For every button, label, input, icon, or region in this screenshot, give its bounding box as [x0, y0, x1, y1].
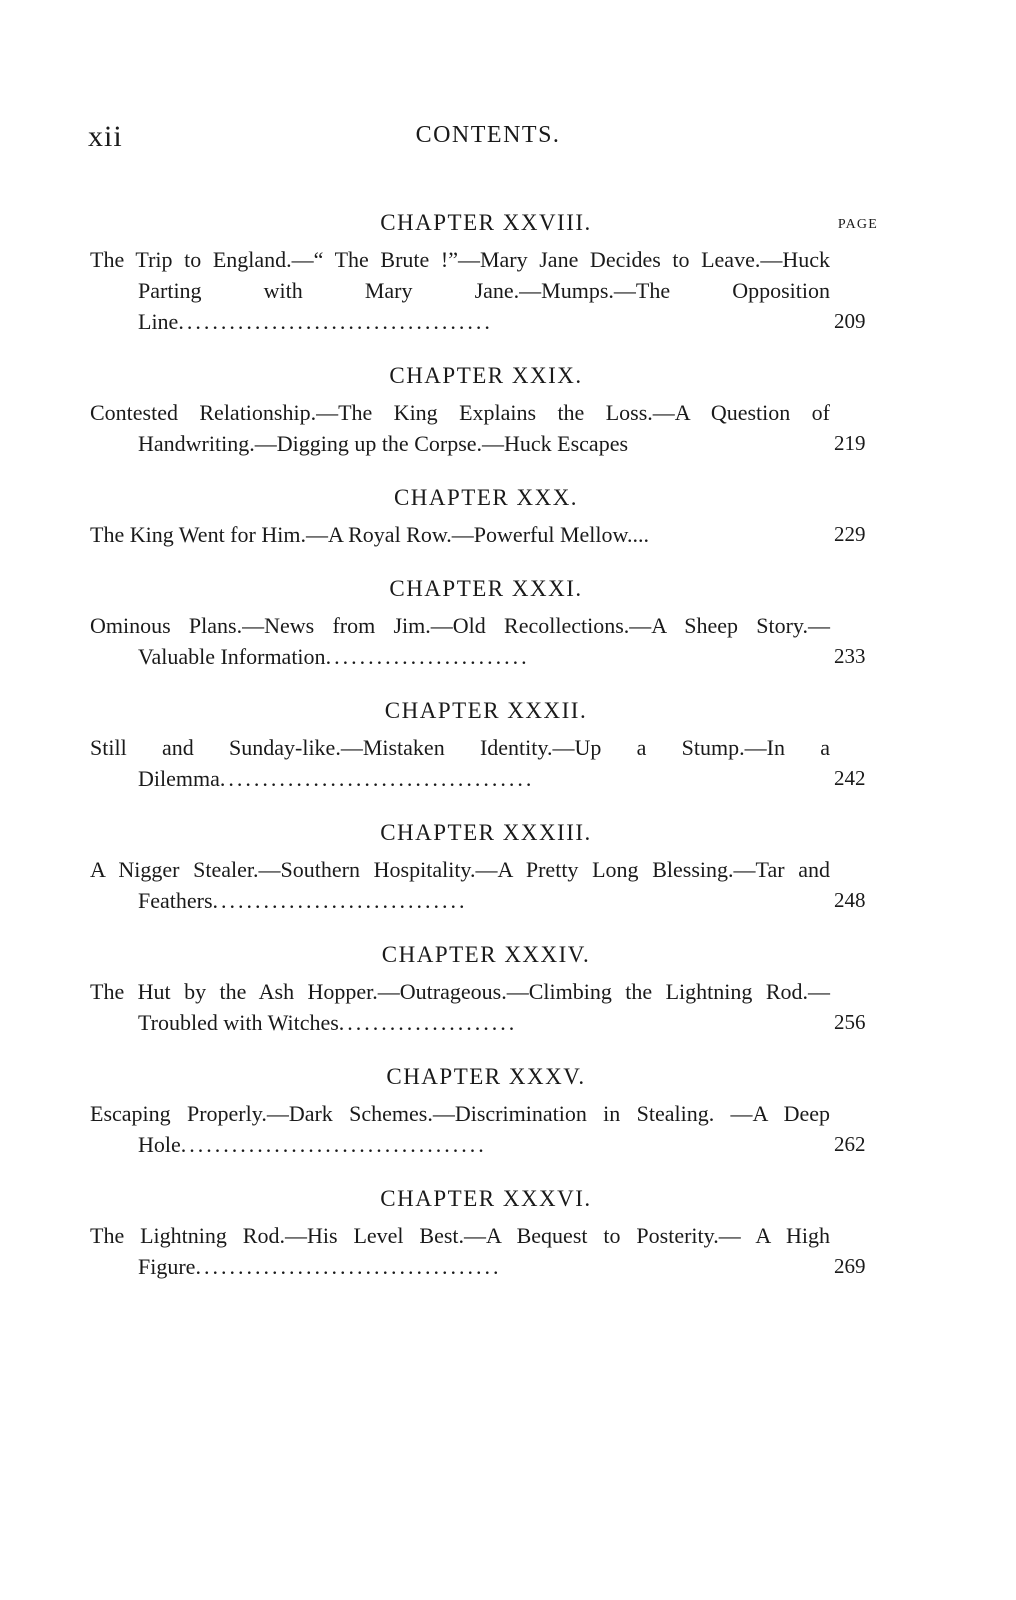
- chapter-heading: [90, 359, 882, 397]
- chapter-title: CHAPTER XXXIII.: [380, 820, 592, 845]
- chapter-heading: [90, 1060, 882, 1098]
- dot-leader: ....................................: [180, 1132, 487, 1157]
- chapter-summary: The Lightning Rod.—His Level Best.—A Bequest to Posterity.— A High Figure.................................... 269: [90, 1223, 866, 1279]
- chapter-title: CHAPTER XXIX.: [389, 363, 583, 388]
- chapter-entry: [90, 1182, 882, 1282]
- chapter-heading: [90, 694, 882, 732]
- chapter-heading: [90, 481, 882, 519]
- chapter-heading: [90, 206, 882, 244]
- running-title: CONTENTS.: [415, 122, 561, 148]
- dot-leader: .....................................: [219, 766, 535, 791]
- chapter-heading: [90, 938, 882, 976]
- chapter-summary: The Hut by the Ash Hopper.—Outrageous.—Climbing the Lightning Rod.—Troubled with Witches..................... 256: [90, 979, 866, 1035]
- page-column-label: PAGE: [837, 217, 878, 232]
- chapter-entry: [90, 938, 882, 1038]
- dot-leader: ..............................: [212, 888, 468, 913]
- chapter-summary: A Nigger Stealer.—Southern Hospitality.—A Pretty Long Blessing.—Tar and Feathers.............................. 248: [90, 857, 866, 913]
- chapter-entry: [90, 206, 882, 337]
- chapter-heading: [90, 1182, 882, 1220]
- chapter-entry: [90, 1060, 882, 1160]
- chapter-entry: [90, 694, 882, 794]
- dot-leader: ....................................: [195, 1254, 502, 1279]
- chapter-title: CHAPTER XXXVI.: [380, 1186, 592, 1211]
- summary-text: The King Went for Him.—A Royal Row.—Powerful Mellow....: [90, 522, 649, 547]
- summary-text: Ominous Plans.—News from Jim.—Old Recollections.—A Sheep Story.—Valuable Information: [90, 613, 830, 669]
- dot-leader: ........................: [325, 644, 530, 669]
- summary-text: Escaping Properly.—Dark Schemes.—Discrimination in Stealing. —A Deep Hole: [90, 1101, 830, 1157]
- chapter-heading: [90, 816, 882, 854]
- dot-leader: .....................: [338, 1010, 518, 1035]
- chapter-summary: Ominous Plans.—News from Jim.—Old Recollections.—A Sheep Story.—Valuable Information........................ 233: [90, 613, 866, 669]
- summary-text: The Trip to England.—“ The Brute !”—Mary Jane Decides to Leave.—Huck Parting with Mary Jane.—Mumps.—The Opposition Line: [90, 247, 830, 334]
- chapter-entry: [90, 359, 882, 459]
- chapter-entry: [90, 572, 882, 672]
- chapter-title: CHAPTER XXVIII.: [380, 210, 592, 235]
- chapter-title: CHAPTER XXX.: [393, 485, 579, 510]
- table-of-contents: [90, 206, 882, 1304]
- chapter-summary: The Trip to England.—“ The Brute !”—Mary Jane Decides to Leave.—Huck Parting with Mary Jane.—Mumps.—The Opposition Line..................................... 209: [90, 247, 866, 334]
- page-folio: xii: [88, 120, 123, 153]
- dot-leader: .....................................: [178, 309, 493, 334]
- chapter-summary: Escaping Properly.—Dark Schemes.—Discrimination in Stealing. —A Deep Hole.................................... 262: [90, 1101, 866, 1157]
- chapter-heading: [90, 572, 882, 610]
- summary-text: Still and Sunday-like.—Mistaken Identity.—Up a Stump.—In a Dilemma: [90, 735, 830, 791]
- chapter-entry: [90, 816, 882, 916]
- chapter-summary: Contested Relationship.—The King Explains the Loss.—A Question of Handwriting.—Digging up the Corpse.—Huck Escapes 219: [90, 400, 866, 456]
- chapter-title: CHAPTER XXXI.: [389, 576, 583, 601]
- summary-text: The Hut by the Ash Hopper.—Outrageous.—Climbing the Lightning Rod.—Troubled with Witches: [90, 979, 830, 1035]
- chapter-title: CHAPTER XXXV.: [386, 1064, 586, 1089]
- page-header: [88, 120, 888, 160]
- chapter-title: CHAPTER XXXIV.: [381, 942, 591, 967]
- chapter-summary: Still and Sunday-like.—Mistaken Identity.—Up a Stump.—In a Dilemma..................................... 242: [90, 735, 866, 791]
- summary-text: Contested Relationship.—The King Explains the Loss.—A Question of Handwriting.—Digging up the Corpse.—Huck Escapes: [90, 400, 830, 456]
- chapter-title: CHAPTER XXXII.: [384, 698, 588, 723]
- chapter-summary: The King Went for Him.—A Royal Row.—Powerful Mellow.... 229: [90, 522, 866, 547]
- summary-text: The Lightning Rod.—His Level Best.—A Bequest to Posterity.— A High Figure: [90, 1223, 830, 1279]
- summary-text: A Nigger Stealer.—Southern Hospitality.—A Pretty Long Blessing.—Tar and Feathers: [90, 857, 830, 913]
- chapter-entry: [90, 481, 882, 550]
